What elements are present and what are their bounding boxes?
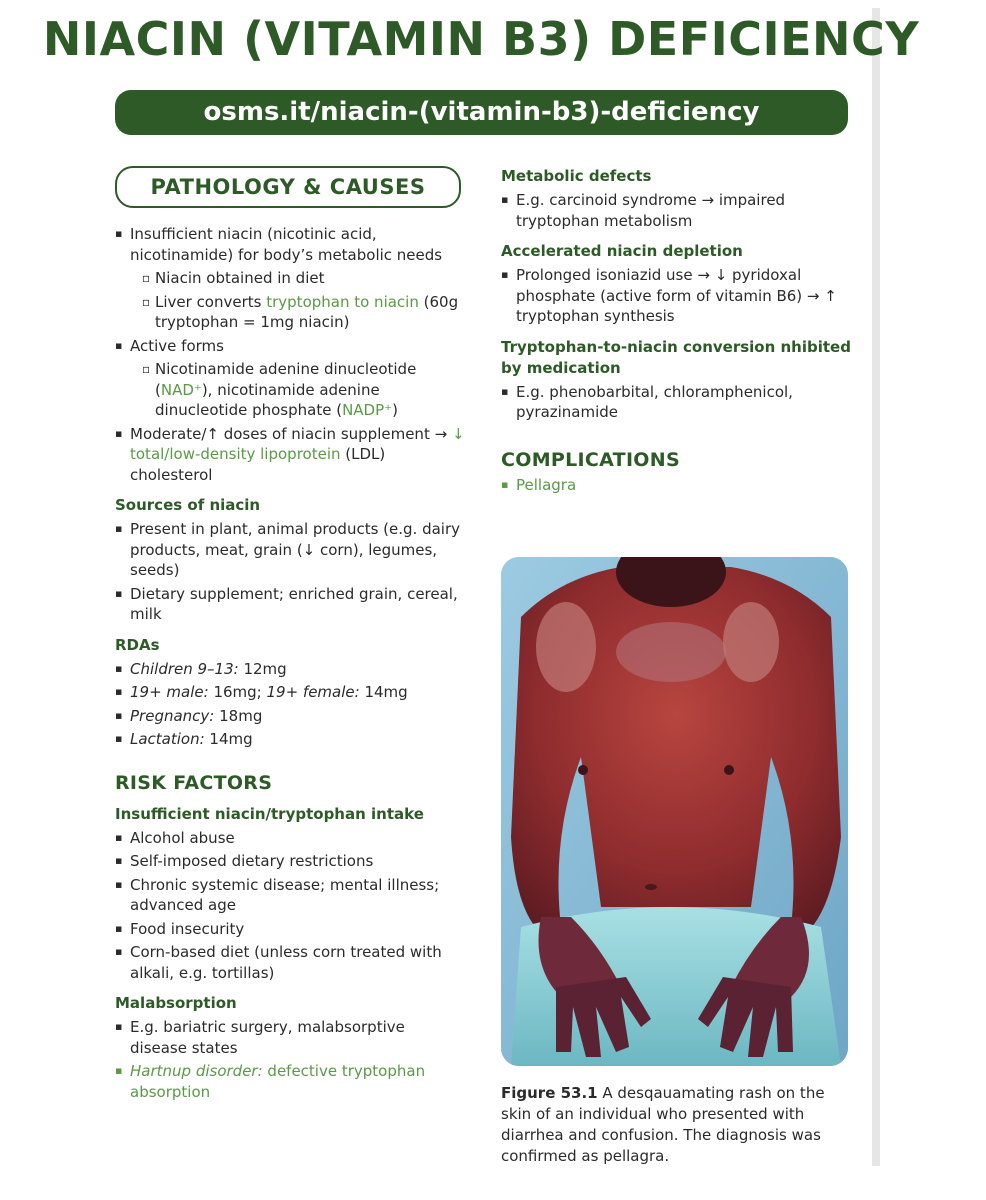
list-item: ▪ Children 9–13: 12mg — [115, 659, 465, 680]
list-item: ▪ Chronic systemic disease; mental illness; advanced age — [115, 875, 465, 916]
intake-heading: Insufficient niacin/tryptophan intake — [115, 804, 424, 823]
depletion-list — [501, 265, 853, 327]
list-item: ▪ 19+ male: 16mg; 19+ female: 14mg — [115, 682, 465, 703]
ldl-link[interactable]: ↓ total/low-density lipoprotein — [130, 424, 465, 463]
conversion-heading: Tryptophan-to-niacin conversion nhibited by medication — [501, 337, 851, 377]
page-title: NIACIN (VITAMIN B3) DEFICIENCY — [42, 12, 920, 66]
malabsorption-list — [115, 1017, 465, 1102]
rdas-heading: RDAs — [115, 635, 160, 654]
malabsorption-heading: Malabsorption — [115, 994, 237, 1012]
sources-heading: Sources of niacin — [115, 496, 261, 514]
list-item: ▪ Lactation: 14mg — [115, 729, 465, 750]
figure-caption: Figure 53.1 A desqauamating rash on the skin of an individual who presented with diarrhea and confusion. The diagnosis was confirmed as pellagra. — [501, 1084, 825, 1165]
url-banner[interactable]: osms.it/niacin-(vitamin-b3)-deficiency — [115, 90, 848, 135]
left-column — [115, 166, 465, 1105]
nadp-link[interactable]: NADP⁺ — [342, 401, 393, 419]
metabolic-list — [501, 190, 853, 231]
list-item: ▪ Self-imposed dietary restrictions — [115, 851, 465, 872]
figure-label: Figure 53.1 — [501, 1084, 598, 1102]
risk-factors-heading: RISK FACTORS — [115, 771, 273, 794]
list-item: ▪ Prolonged isoniazid use → ↓ pyridoxal phosphate (active form of vitamin B6) → ↑ tryptophan synthesis — [501, 265, 853, 327]
hartnup-link[interactable]: Hartnup disorder: — [130, 1062, 263, 1080]
list-item: ▫ Nicotinamide adenine dinucleotide (NAD⁺), nicotinamide adenine dinucleotide phosphate (NADP⁺) — [130, 359, 465, 421]
list-item: ▫ Liver converts tryptophan to niacin (60g tryptophan = 1mg niacin) — [130, 292, 465, 333]
sources-list — [115, 519, 465, 625]
intake-list — [115, 828, 465, 984]
list-item: ▪ Pregnancy: 18mg — [115, 706, 465, 727]
page-edge-bar — [872, 8, 880, 1166]
list-item: ▪ E.g. bariatric surgery, malabsorptive disease states — [115, 1017, 465, 1058]
list-item: ▪ E.g. carcinoid syndrome → impaired tryptophan metabolism — [501, 190, 853, 231]
list-item: ▪ Dietary supplement; enriched grain, cereal, milk — [115, 584, 465, 625]
complications-heading: COMPLICATIONS — [501, 448, 680, 471]
rdas-list — [115, 659, 465, 750]
list-item: ▪ Corn-based diet (unless corn treated with alkali, e.g. tortillas) — [115, 942, 465, 983]
list-item: ▪ Present in plant, animal products (e.g. dairy products, meat, grain (↓ corn), legumes, seeds) — [115, 519, 465, 581]
metabolic-heading: Metabolic defects — [501, 167, 652, 185]
list-item: ▪ E.g. phenobarbital, chloramphenicol, pyrazinamide — [501, 382, 853, 423]
pathology-heading: PATHOLOGY & CAUSES — [115, 166, 461, 208]
right-column — [501, 166, 853, 498]
list-item: ▪ Food insecurity — [115, 919, 465, 940]
nad-link[interactable]: NAD⁺ — [160, 380, 202, 399]
complications-list — [501, 475, 853, 496]
tryptophan-link[interactable]: tryptophan to niacin — [266, 292, 419, 311]
conversion-list — [501, 382, 853, 423]
pellagra-photo — [501, 557, 848, 1066]
list-item: ▪ Active forms ▫ Nicotinamide adenine dinucleotide (NAD⁺), nicotinamide adenine dinucleotide phosphate (NADP⁺) — [115, 336, 465, 421]
list-item: ▪ Hartnup disorder: defective tryptophan absorption — [115, 1061, 465, 1102]
list-item: ▪ Alcohol abuse — [115, 828, 465, 849]
list-item: ▫ Niacin obtained in diet — [130, 268, 465, 289]
list-item: ▪ Insufficient niacin (nicotinic acid, nicotinamide) for body’s metabolic needs ▫ Niacin obtained in diet ▫ Liver converts tryptophan to niacin (60g tryptophan = 1mg niacin) — [115, 224, 465, 333]
list-item: ▪ Moderate/↑ doses of niacin supplement → ↓ total/low-density lipoprotein (LDL) cholesterol — [115, 424, 465, 486]
depletion-heading: Accelerated niacin depletion — [501, 242, 743, 260]
pathology-list — [115, 224, 465, 485]
pellagra-link[interactable]: ▪ Pellagra — [501, 475, 853, 496]
